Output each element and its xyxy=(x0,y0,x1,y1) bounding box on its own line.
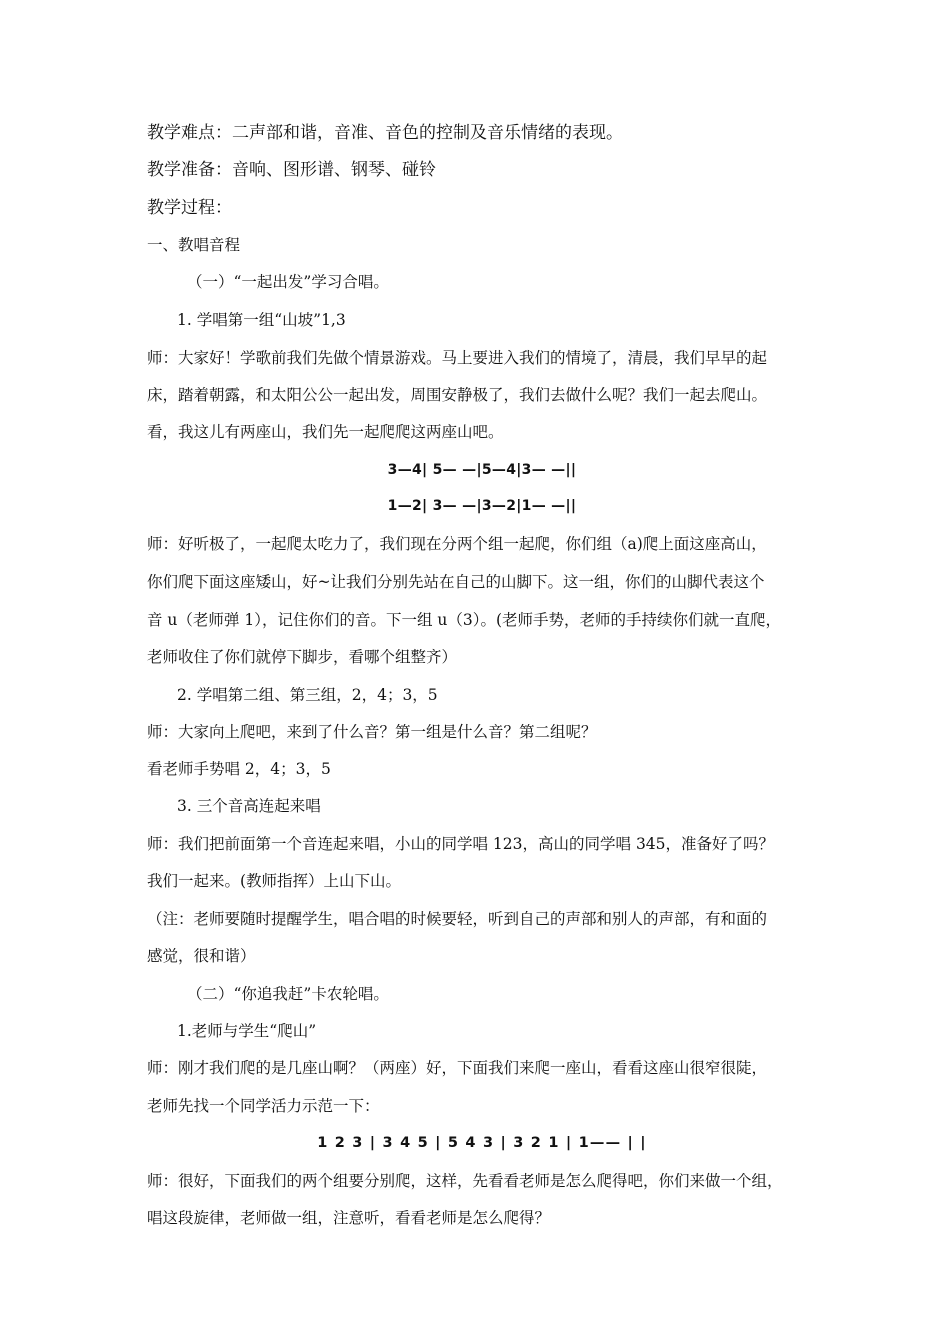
section-heading-1: 一、教唱音程 xyxy=(147,236,241,254)
preparation-line: 教学准备：音响、图形谱、钢琴、碰铃 xyxy=(147,160,436,180)
paragraph-line: 看，我这儿有两座山，我们先一起爬爬这两座山吧。 xyxy=(147,423,504,441)
music-notation-line: 1 2 3 | 3 4 5 | 5 4 3 | 3 2 1 | 1—— | | xyxy=(317,1135,647,1151)
paragraph-line: 师：大家向上爬吧，来到了什么音？第一组是什么音？第二组呢？ xyxy=(147,723,597,741)
music-notation-line: 3—4| 5— —|5—4|3— —|| xyxy=(387,462,577,478)
paragraph-line: 床，踏着朝露，和太阳公公一起出发，周围安静极了，我们去做什么呢？我们一起去爬山。 xyxy=(147,386,768,404)
step-1-heading: 1. 学唱第一组“山坡”1,3 xyxy=(177,311,346,329)
music-notation-line: 1—2| 3— —|3—2|1— —|| xyxy=(387,498,577,514)
paragraph-line: 老师先找一个同学活力示范一下： xyxy=(147,1097,380,1115)
subsection-heading-2: （二）“你追我赶”卡农轮唱。 xyxy=(187,985,389,1003)
paragraph-line: 音 u（老师弹 1），记住你们的音。下一组 u（3）。(老师手势，老师的手持续你们就一直爬， xyxy=(147,611,782,629)
paragraph-line: 师：刚才我们爬的是几座山啊？（两座）好，下面我们来爬一座山，看看这座山很窄很陡， xyxy=(147,1059,768,1077)
paragraph-line: 老师收住了你们就停下脚步，看哪个组整齐） xyxy=(147,648,458,666)
note-line: （注：老师要随时提醒学生，唱合唱的时候要轻，听到自己的声部和别人的声部，有和面的 xyxy=(147,910,768,928)
paragraph-line: 师：我们把前面第一个音连起来唱，小山的同学唱 123，高山的同学唱 345，准备好了吗？ xyxy=(147,835,775,853)
step-1b-heading: 1.老师与学生“爬山” xyxy=(177,1022,317,1040)
paragraph-line: 师：好听极了，一起爬太吃力了，我们现在分两个组一起爬，你们组（a)爬上面这座高山， xyxy=(147,535,767,553)
subsection-heading-1: （一）“一起出发”学习合唱。 xyxy=(187,273,389,291)
step-3-heading: 3. 三个音高连起来唱 xyxy=(177,797,321,815)
note-line: 感觉，很和谐） xyxy=(147,947,256,965)
paragraph-line: 师：大家好！学歌前我们先做个情景游戏。马上要进入我们的情境了，清晨，我们早早的起 xyxy=(147,349,768,367)
paragraph-line: 你们爬下面这座矮山，好~让我们分别先站在自己的山脚下。这一组，你们的山脚代表这个 xyxy=(147,573,765,591)
paragraph-line: 看老师手势唱 2，4；3，5 xyxy=(147,760,331,778)
paragraph-line: 我们一起来。(教师指挥）上山下山。 xyxy=(147,872,402,890)
step-2-heading: 2. 学唱第二组、第三组，2，4；3，5 xyxy=(177,686,438,704)
difficulty-line: 教学难点：二声部和谐，音准、音色的控制及音乐情绪的表现。 xyxy=(147,123,623,143)
paragraph-line: 师：很好，下面我们的两个组要分别爬，这样，先看看老师是怎么爬得吧，你们来做一个组， xyxy=(147,1172,783,1190)
process-heading: 教学过程： xyxy=(147,198,232,218)
paragraph-line: 唱这段旋律，老师做一组，注意听，看看老师是怎么爬得？ xyxy=(147,1209,551,1227)
